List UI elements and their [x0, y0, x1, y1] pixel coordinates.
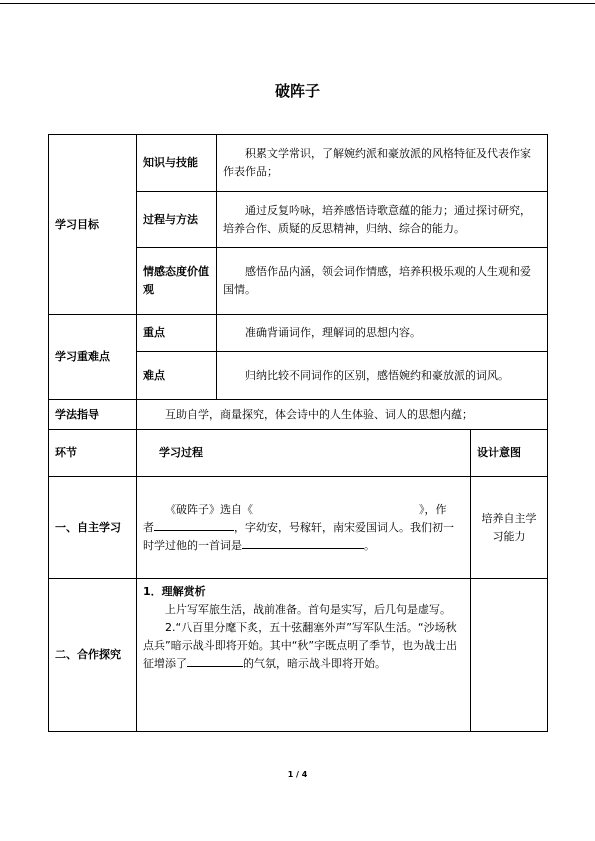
goals-label: 学习目标: [49, 135, 137, 315]
row-focus: [49, 315, 548, 352]
poem-title-blank: [242, 537, 364, 549]
step1-text-a: 《破阵子》选自《: [165, 502, 253, 516]
step1-text-d: ，字幼安，号稼轩，南宋爱国词人。我们初一时学过他的一首词是: [143, 520, 454, 552]
row-step1: [49, 477, 548, 579]
difficulty-text: 归纳比较不同词作的区别，感悟婉约和豪放派的词风。: [217, 352, 548, 400]
row-method: [49, 400, 548, 430]
knowledge-text: 积累文学常识，了解婉约派和豪放派的风格特征及代表作家作表作品；: [217, 135, 548, 192]
process-label: 过程与方法: [137, 192, 217, 248]
step1-text-e: 。: [364, 538, 375, 552]
focus-text: 准确背诵词作，理解词的思想内容。: [217, 315, 548, 352]
step2-para2-a: 2.“八百里分麾下炙，五十弦翻塞外声”写军队生活。“沙场秋点兵”暗示战斗即将开始。其中“秋”字既点明了季节，也为战士出征增添了: [143, 621, 458, 670]
difficulty-label: 难点: [137, 352, 217, 400]
step2-label: 二、合作探究: [49, 579, 137, 732]
method-label: 学法指导: [49, 400, 137, 430]
row-header: [49, 430, 548, 477]
emotion-label: 情感态度价值观: [137, 248, 217, 315]
header-col-step: 环节: [49, 430, 137, 477]
focus-label: 重点: [137, 315, 217, 352]
page-number: 1 / 4: [287, 770, 308, 779]
step1-line1: [143, 501, 464, 519]
step2-para2: [143, 619, 464, 673]
step2-para2-b: 的气氛，暗示战斗即将开始。: [243, 657, 386, 670]
method-text: 互助自学，商量探究，体会诗中的人生体验、词人的思想内蕴；: [137, 400, 548, 430]
header-col-intent: 设计意图: [471, 430, 548, 477]
step1-text-b: 》，作: [419, 502, 447, 516]
step1-text-c: 者: [143, 520, 154, 534]
step1-intent: 培养自主学习能力: [471, 477, 548, 579]
step1-line2: [143, 519, 464, 555]
top-border-line: [0, 3, 595, 4]
step1-label: 一、自主学习: [49, 477, 137, 579]
row-step2: [49, 579, 548, 732]
knowledge-label: 知识与技能: [137, 135, 217, 192]
key-label: 学习重难点: [49, 315, 137, 400]
process-text: 通过反复吟咏，培养感悟诗歌意蕴的能力；通过探讨研究，培养合作、质疑的反思精神，归纳、综合的能力。: [217, 192, 548, 248]
header-col-process: 学习过程: [137, 430, 471, 477]
atmosphere-blank: [187, 655, 243, 667]
lesson-plan-table: [48, 134, 548, 732]
step2-intent: [471, 579, 548, 732]
row-knowledge: [49, 135, 548, 192]
author-blank: [154, 519, 234, 531]
emotion-text: 感悟作品内涵，领会词作情感，培养积极乐观的人生观和爱国情。: [217, 248, 548, 315]
step1-content: [137, 477, 471, 579]
step2-heading: 1．理解赏析: [143, 585, 206, 598]
step2-para1: 上片写军旅生活，战前准备。首句是实写，后几句是虚写。: [165, 603, 451, 616]
step2-content: [137, 579, 471, 732]
page-title: 破阵子: [274, 82, 320, 100]
